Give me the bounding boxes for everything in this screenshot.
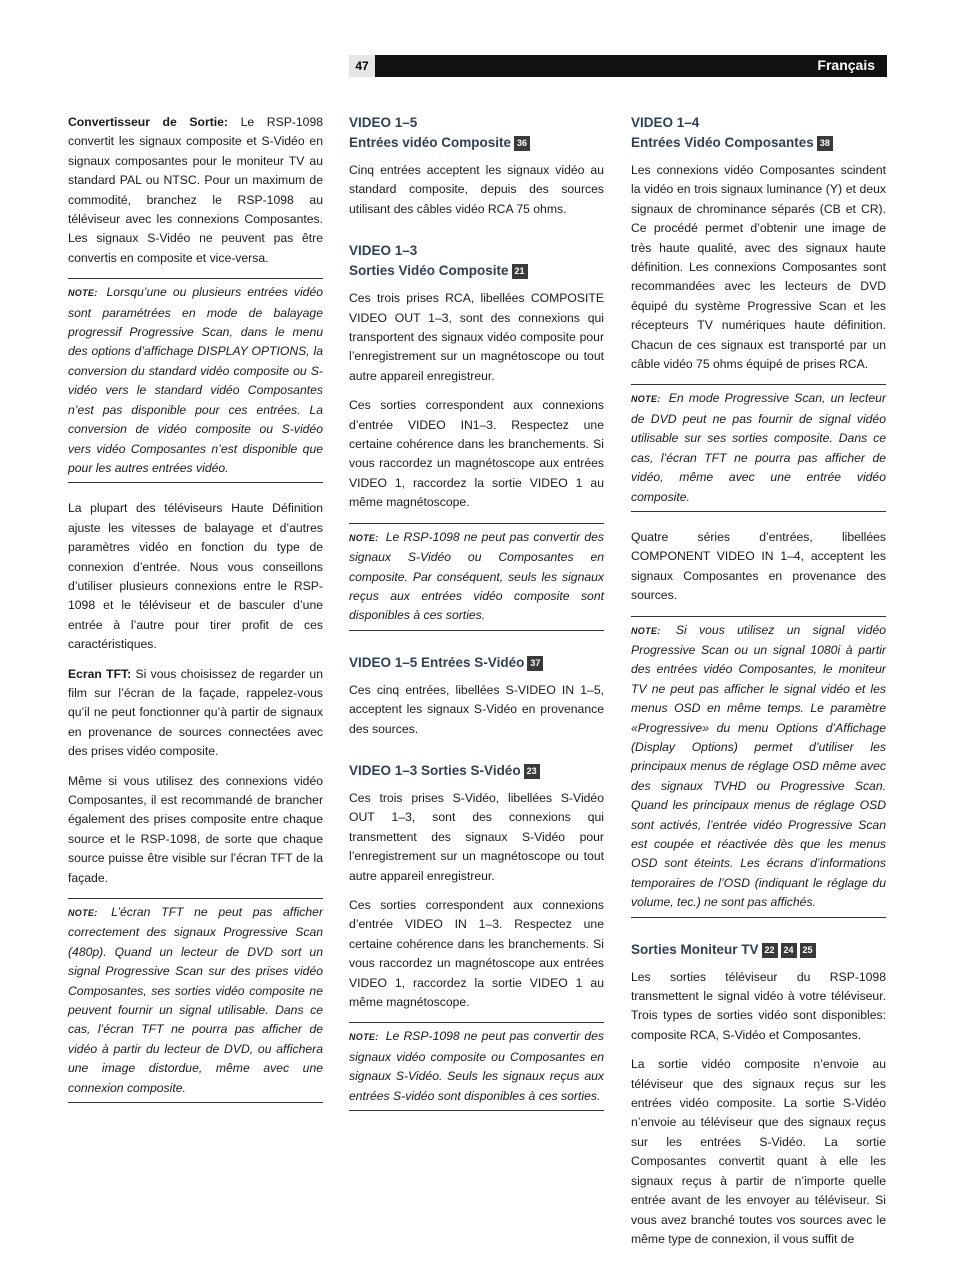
paragraph: Les connexions vidéo Composantes scindent la vidéo en trois signaux luminance (Y) et deux signaux de chrominance séparés (CB et CR). Ce procédé permet d’obtenir une image de très haute qualité, avec des signaux haute définition. Les connexions Composantes sont recommandées avec les lecteurs de DVD équipé du système Progressive Scan et les récepteurs TV numériques haute définition. Chacun de ces signaux est transporté par un câble vidéo 75 ohms équipé de prises RCA. xyxy=(631,163,886,372)
heading-line: Sorties Vidéo Composite xyxy=(349,263,509,279)
note-text: Le RSP-1098 ne peut pas convertir des signaux vidéo composite ou Composantes en signaux S-Vidéo. Seuls les signaux reçus aux entrées S-vidéo sont disponibles à ces sorties. xyxy=(349,1029,604,1103)
note-box xyxy=(68,278,323,483)
paragraph: La sortie vidéo composite n’envoie au téléviseur que des signaux reçus sur les entrées vidéo composite. La sortie S-Vidéo n’envoie au téléviseur que des signaux reçus sur les entrées S-Vidéo. La sortie Composantes convertit quant à elle les signaux reçus à partir de n’importe quelle entrée avant de les envoyer au téléviseur. Si vous avez branché toutes vos sources avec le même type de connexion, il vous suffit de xyxy=(631,1057,886,1246)
lead-tft-screen: Ecran TFT: xyxy=(68,666,132,681)
note-text: L’écran TFT ne peut pas afficher correctement des signaux Progressive Scan (480p). Quand un lecteur de DVD sort un signal Progressive Scan sur des prises vidéo Composantes, ses sorties vidéo composite ne peuvent fournir un signal utilisable. Dans ce cas, l’écran TFT ne pourra pas afficher de vidéo à partir du lecteur de DVD, ou affichera une image distordue, même avec une connexion composite. xyxy=(68,905,323,1095)
heading-line: VIDEO 1–3 Sorties S-Vidéo xyxy=(349,762,521,778)
heading-svideo-inputs xyxy=(349,653,604,673)
note-label: NOTE: xyxy=(68,908,98,919)
paragraph: Ces cinq entrées, libellées S-VIDEO IN 1–5, acceptent les signaux S-Vidéo en provenance des sources. xyxy=(349,682,604,736)
note-box xyxy=(349,1022,604,1111)
ref-number-badge: 25 xyxy=(800,943,816,958)
ref-number-badge: 37 xyxy=(527,656,543,671)
paragraph: Quatre séries d’entrées, libellées COMPONENT VIDEO IN 1–4, acceptent les signaux Composantes en provenance des sources. xyxy=(631,529,886,603)
note-box xyxy=(68,898,323,1103)
note-text: Si vous utilisez un signal vidéo Progressive Scan ou un signal 1080i à partir des entrées vidéo Composantes, le moniteur TV ne peut pas afficher le signal vidéo et les menus OSD en même temps. Le paramètre «Progressive» du menu Options d’Affichage (Display Options) permet d’utiliser les principaux menus de réglage OSD même avec des signaux TVHD ou Progressive Scan. Quand les principaux menus de réglage OSD sont activés, l’entrée vidéo Progressive Scan est coupée et réactivée dès que les menus OSD sont éteints. Les écrans d’informations temporaires de l’OSD (indiquant le réglage du volume, tec.) ne sont pas affichés. xyxy=(631,622,886,910)
paragraph: Ces trois prises RCA, libellées COMPOSITE VIDEO OUT 1–3, sont des connexions qui transportent des signaux vidéo composite pour l’enregistrement sur un magnétoscope ou tout autre appareil enregistreur. xyxy=(349,291,604,383)
ref-number-badge: 38 xyxy=(817,136,833,151)
heading-composite-inputs xyxy=(349,113,604,153)
heading-line: VIDEO 1–3 xyxy=(349,243,418,259)
heading-line: Sorties Moniteur TV xyxy=(631,941,759,957)
column-middle xyxy=(349,113,604,1127)
paragraph: Ces sorties correspondent aux connexions d’entrée VIDEO IN1–3. Respectez une certaine cohérence dans les branchements. Si vous raccordez un magnétoscope aux entrées VIDEO 1, raccordez la sortie VIDEO 1 au même magnétoscope. xyxy=(349,398,604,510)
paragraph-component-recommend: Même si vous utilisez des connexions vidéo Composantes, il est recommandé de brancher également des prises composite entre chaque source et le RSP-1098, de sorte que chaque source puisse être visible sur l’écran TFT de la façade. xyxy=(68,773,323,885)
note-label: NOTE: xyxy=(631,394,661,405)
ref-number-badge: 24 xyxy=(781,943,797,958)
note-box xyxy=(631,384,886,511)
note-box xyxy=(349,523,604,631)
ref-number-badge: 22 xyxy=(762,943,778,958)
paragraph: Cinq entrées acceptent les signaux vidéo au standard composite, depuis des sources utilisant des câbles vidéo RCA 75 ohms. xyxy=(349,163,604,216)
note-label: NOTE: xyxy=(68,288,98,299)
note-label: NOTE: xyxy=(349,1032,379,1043)
paragraph: Ces trois prises S-Vidéo, libellées S-Vidéo OUT 1–3, sont des connexions qui transmettent des signaux S-Vidéo pour l’enregistrement sur un magnétoscope ou tout autre appareil enregistreur. xyxy=(349,790,604,883)
heading-component-inputs xyxy=(631,113,886,153)
paragraph-hd-tv: La plupart des téléviseurs Haute Définition ajuste les vitesses de balayage et d’autres paramètres vidéo en fonction du type de connexion d’entrée. Nous vous conseillons d’utiliser plusieurs connexions entre le RSP-1098 et le téléviseur et de basculer d’une entrée à l’autre pour tirer profit de ces caractéristiques. xyxy=(68,501,323,652)
note-label: NOTE: xyxy=(349,532,379,543)
paragraph: Les sorties téléviseur du RSP-1098 transmettent le signal vidéo à votre téléviseur. Trois types de sorties vidéo sont disponibles: composite RCA, S-Vidéo et Composantes. xyxy=(631,969,886,1042)
note-text: En mode Progressive Scan, un lecteur de DVD peut ne pas fournir de signal vidéo utilisable sur ses sorties composite. Dans ce cas, l’écran TFT ne pourra pas afficher de vidéo, même avec une entrée vidéo composite. xyxy=(631,391,886,504)
heading-line: Entrées Vidéo Composantes xyxy=(631,135,814,150)
ref-number-badge: 23 xyxy=(524,764,540,779)
language-label: Français xyxy=(817,57,875,73)
page-number: 47 xyxy=(349,55,375,77)
paragraph: Ces sorties correspondent aux connexions d’entrée VIDEO IN 1–3. Respectez une certaine cohérence dans les branchements. Si vous raccordez un magnétoscope aux entrées VIDEO 1, raccordez la sortie VIDEO 1 au même magnétoscope. xyxy=(349,897,604,1009)
heading-composite-outputs xyxy=(349,241,604,281)
note-box xyxy=(631,616,886,918)
heading-line: VIDEO 1–5 Entrées S-Vidéo xyxy=(349,654,525,670)
heading-tv-monitor-outputs xyxy=(631,940,886,960)
paragraph-output-converter xyxy=(68,113,323,268)
heading-svideo-outputs xyxy=(349,761,604,781)
paragraph-text: Le RSP-1098 convertit les signaux composite et S-Vidéo en signaux composantes pour le moniteur TV au standard PAL ou NTSC. Pour un maximum de commodité, branchez le RSP-1098 au téléviseur avec les connexions Composantes. Les signaux S-Vidéo ne peuvent pas être convertis en composite et vice-versa. xyxy=(68,115,323,265)
paragraph-text: Si vous choisissez de regarder un film sur l’écran de la façade, rappelez-vous qu’il ne peut fonctionner qu’à partir de signaux en provenance de sources connectées avec des prises vidéo composite. xyxy=(68,666,323,759)
column-right xyxy=(631,113,886,1259)
heading-line: VIDEO 1–5 xyxy=(349,115,418,130)
ref-number-badge: 36 xyxy=(514,136,530,151)
heading-line: VIDEO 1–4 xyxy=(631,115,700,130)
note-label: NOTE: xyxy=(631,625,661,636)
paragraph-tft-screen xyxy=(68,665,323,762)
note-text: Le RSP-1098 ne peut pas convertir des signaux S-Vidéo ou Composantes en composite. Par conséquent, seuls les signaux reçus aux entrées vidéo composite sont disponibles à ces sorties. xyxy=(349,529,604,623)
column-left xyxy=(68,113,323,1119)
lead-output-converter: Convertisseur de Sortie: xyxy=(68,115,228,129)
ref-number-badge: 21 xyxy=(512,264,528,279)
note-text: Lorsqu’une ou plusieurs entrées vidéo sont paramétrées en mode de balayage progressif Progressive Scan, dans le menu des options d’affichage DISPLAY OPTIONS, la conversion du standard vidéo composite ou S-vidéo vers le standard vidéo Composantes n’est pas disponible pour ces entrées. La conversion de vidéo composite ou S-vidéo vers vidéo Composantes n’est disponible que pour les autres entrées vidéo. xyxy=(68,285,323,475)
heading-line: Entrées vidéo Composite xyxy=(349,135,512,150)
page-header-bar xyxy=(349,55,887,77)
